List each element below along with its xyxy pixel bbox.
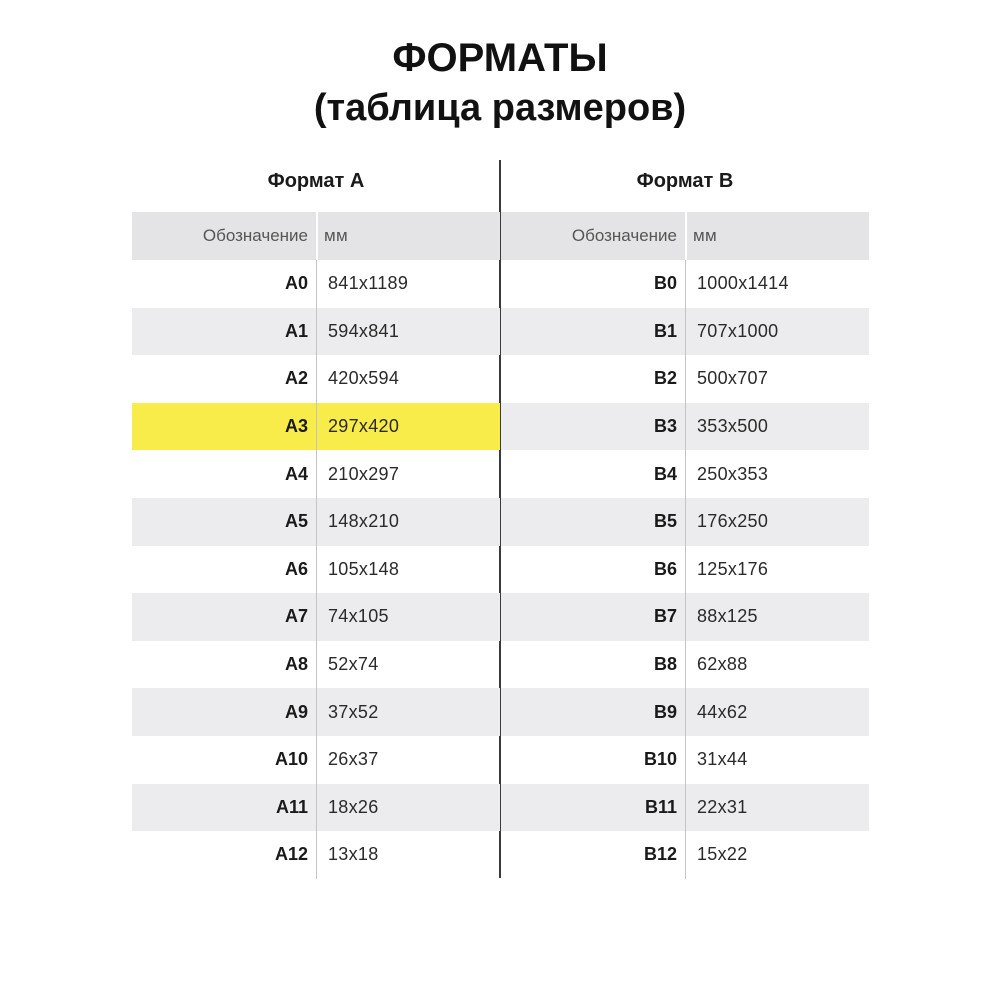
format-code: B9 <box>653 701 677 722</box>
format-code: B10 <box>643 749 677 770</box>
cell-separator <box>316 308 317 356</box>
format-size-mm: 250x353 <box>697 463 769 484</box>
format-size-mm: 18x26 <box>328 796 379 817</box>
table-row <box>501 784 869 832</box>
format-code: A4 <box>284 463 308 484</box>
format-a-table <box>132 212 500 879</box>
format-code: A10 <box>274 749 308 770</box>
table-row <box>132 498 500 546</box>
cell-separator <box>685 688 686 736</box>
cell-separator <box>316 355 317 403</box>
format-b-title: Формат В <box>636 170 734 192</box>
format-code: A3 <box>284 416 308 437</box>
format-size-mm: 13x18 <box>328 844 379 865</box>
cell-separator <box>685 784 686 832</box>
format-code: A12 <box>274 844 308 865</box>
table-row <box>501 688 869 736</box>
format-code: A8 <box>284 654 308 675</box>
format-code: B1 <box>653 320 677 341</box>
format-code: A5 <box>284 511 308 532</box>
table-row <box>132 688 500 736</box>
table-row <box>132 308 500 356</box>
format-size-mm: 500x707 <box>697 368 769 389</box>
page-subtitle: (таблица размеров) <box>313 87 687 129</box>
format-size-mm: 52x74 <box>328 654 379 675</box>
cell-separator <box>316 498 317 546</box>
format-size-mm: 420x594 <box>328 368 400 389</box>
format-size-mm: 44x62 <box>697 701 748 722</box>
cell-separator <box>685 212 687 260</box>
format-code: B11 <box>644 796 677 817</box>
cell-separator <box>685 736 686 784</box>
format-code: A11 <box>275 796 308 817</box>
table-row-highlighted <box>132 403 500 451</box>
table-row <box>132 784 500 832</box>
table-row <box>501 641 869 689</box>
cell-separator <box>316 212 318 260</box>
format-code: B6 <box>653 558 677 579</box>
format-code: B8 <box>653 654 677 675</box>
table-row <box>501 546 869 594</box>
cell-separator <box>316 736 317 784</box>
table-row <box>132 593 500 641</box>
table-row <box>132 831 500 879</box>
format-code: A6 <box>284 558 308 579</box>
format-size-mm: 15x22 <box>697 844 748 865</box>
format-size-mm: 31x44 <box>697 749 748 770</box>
table-row <box>501 260 869 308</box>
cell-separator <box>685 831 686 879</box>
format-size-mm: 594x841 <box>328 320 400 341</box>
format-code: B5 <box>653 511 677 532</box>
table-row <box>132 450 500 498</box>
table-row <box>132 355 500 403</box>
format-size-mm: 37x52 <box>328 701 379 722</box>
table-row <box>132 641 500 689</box>
cell-separator <box>685 403 686 451</box>
cell-separator <box>316 831 317 879</box>
cell-separator <box>685 260 686 308</box>
format-size-mm: 26x37 <box>328 749 379 770</box>
table-row <box>501 308 869 356</box>
format-size-mm: 176x250 <box>697 511 769 532</box>
cell-separator <box>316 546 317 594</box>
cell-separator <box>316 641 317 689</box>
format-code: B0 <box>653 273 677 294</box>
cell-separator <box>316 784 317 832</box>
cell-separator <box>685 450 686 498</box>
format-code: A2 <box>284 368 308 389</box>
format-code: A1 <box>284 320 308 341</box>
format-size-mm: 353x500 <box>697 416 769 437</box>
table-row <box>501 450 869 498</box>
format-code: A7 <box>284 606 308 627</box>
table-header-row <box>132 212 500 260</box>
format-code: B7 <box>653 606 677 627</box>
cell-separator <box>685 546 686 594</box>
format-code: B3 <box>653 416 677 437</box>
format-code: B2 <box>653 368 677 389</box>
cell-separator <box>316 688 317 736</box>
format-a-title: Формат А <box>267 170 365 192</box>
column-header-size: мм <box>693 226 717 245</box>
format-code: A0 <box>284 273 308 294</box>
format-b-table <box>501 212 869 879</box>
format-size-mm: 148x210 <box>328 511 400 532</box>
cell-separator <box>685 498 686 546</box>
table-row <box>501 593 869 641</box>
format-size-mm: 1000x1414 <box>697 273 789 294</box>
cell-separator <box>685 641 686 689</box>
cell-separator <box>316 593 317 641</box>
table-row <box>501 355 869 403</box>
format-code: B12 <box>643 844 677 865</box>
format-size-mm: 297x420 <box>328 416 400 437</box>
format-size-mm: 22x31 <box>697 796 748 817</box>
table-header-row <box>501 212 869 260</box>
format-size-mm: 841x1189 <box>328 273 409 294</box>
cell-separator <box>316 450 317 498</box>
column-header-code: Обозначение <box>202 226 308 245</box>
cell-separator <box>316 403 317 451</box>
column-header-size: мм <box>324 226 348 245</box>
format-size-mm: 62x88 <box>697 654 748 675</box>
page-title: ФОРМАТЫ <box>392 36 608 80</box>
table-row <box>132 736 500 784</box>
format-size-mm: 125x176 <box>697 558 769 579</box>
format-code: A9 <box>284 701 308 722</box>
cell-separator <box>685 308 686 356</box>
format-size-mm: 707x1000 <box>697 320 779 341</box>
format-size-mm: 210x297 <box>328 463 400 484</box>
cell-separator <box>316 260 317 308</box>
table-row <box>501 498 869 546</box>
format-code: B4 <box>653 463 677 484</box>
table-row <box>501 403 869 451</box>
format-size-mm: 105x148 <box>328 558 400 579</box>
table-row <box>132 260 500 308</box>
column-header-code: Обозначение <box>571 226 677 245</box>
table-row <box>501 831 869 879</box>
table-row <box>132 546 500 594</box>
table-row <box>501 736 869 784</box>
cell-separator <box>685 355 686 403</box>
format-size-mm: 74x105 <box>328 606 389 627</box>
cell-separator <box>685 593 686 641</box>
format-size-mm: 88x125 <box>697 606 758 627</box>
